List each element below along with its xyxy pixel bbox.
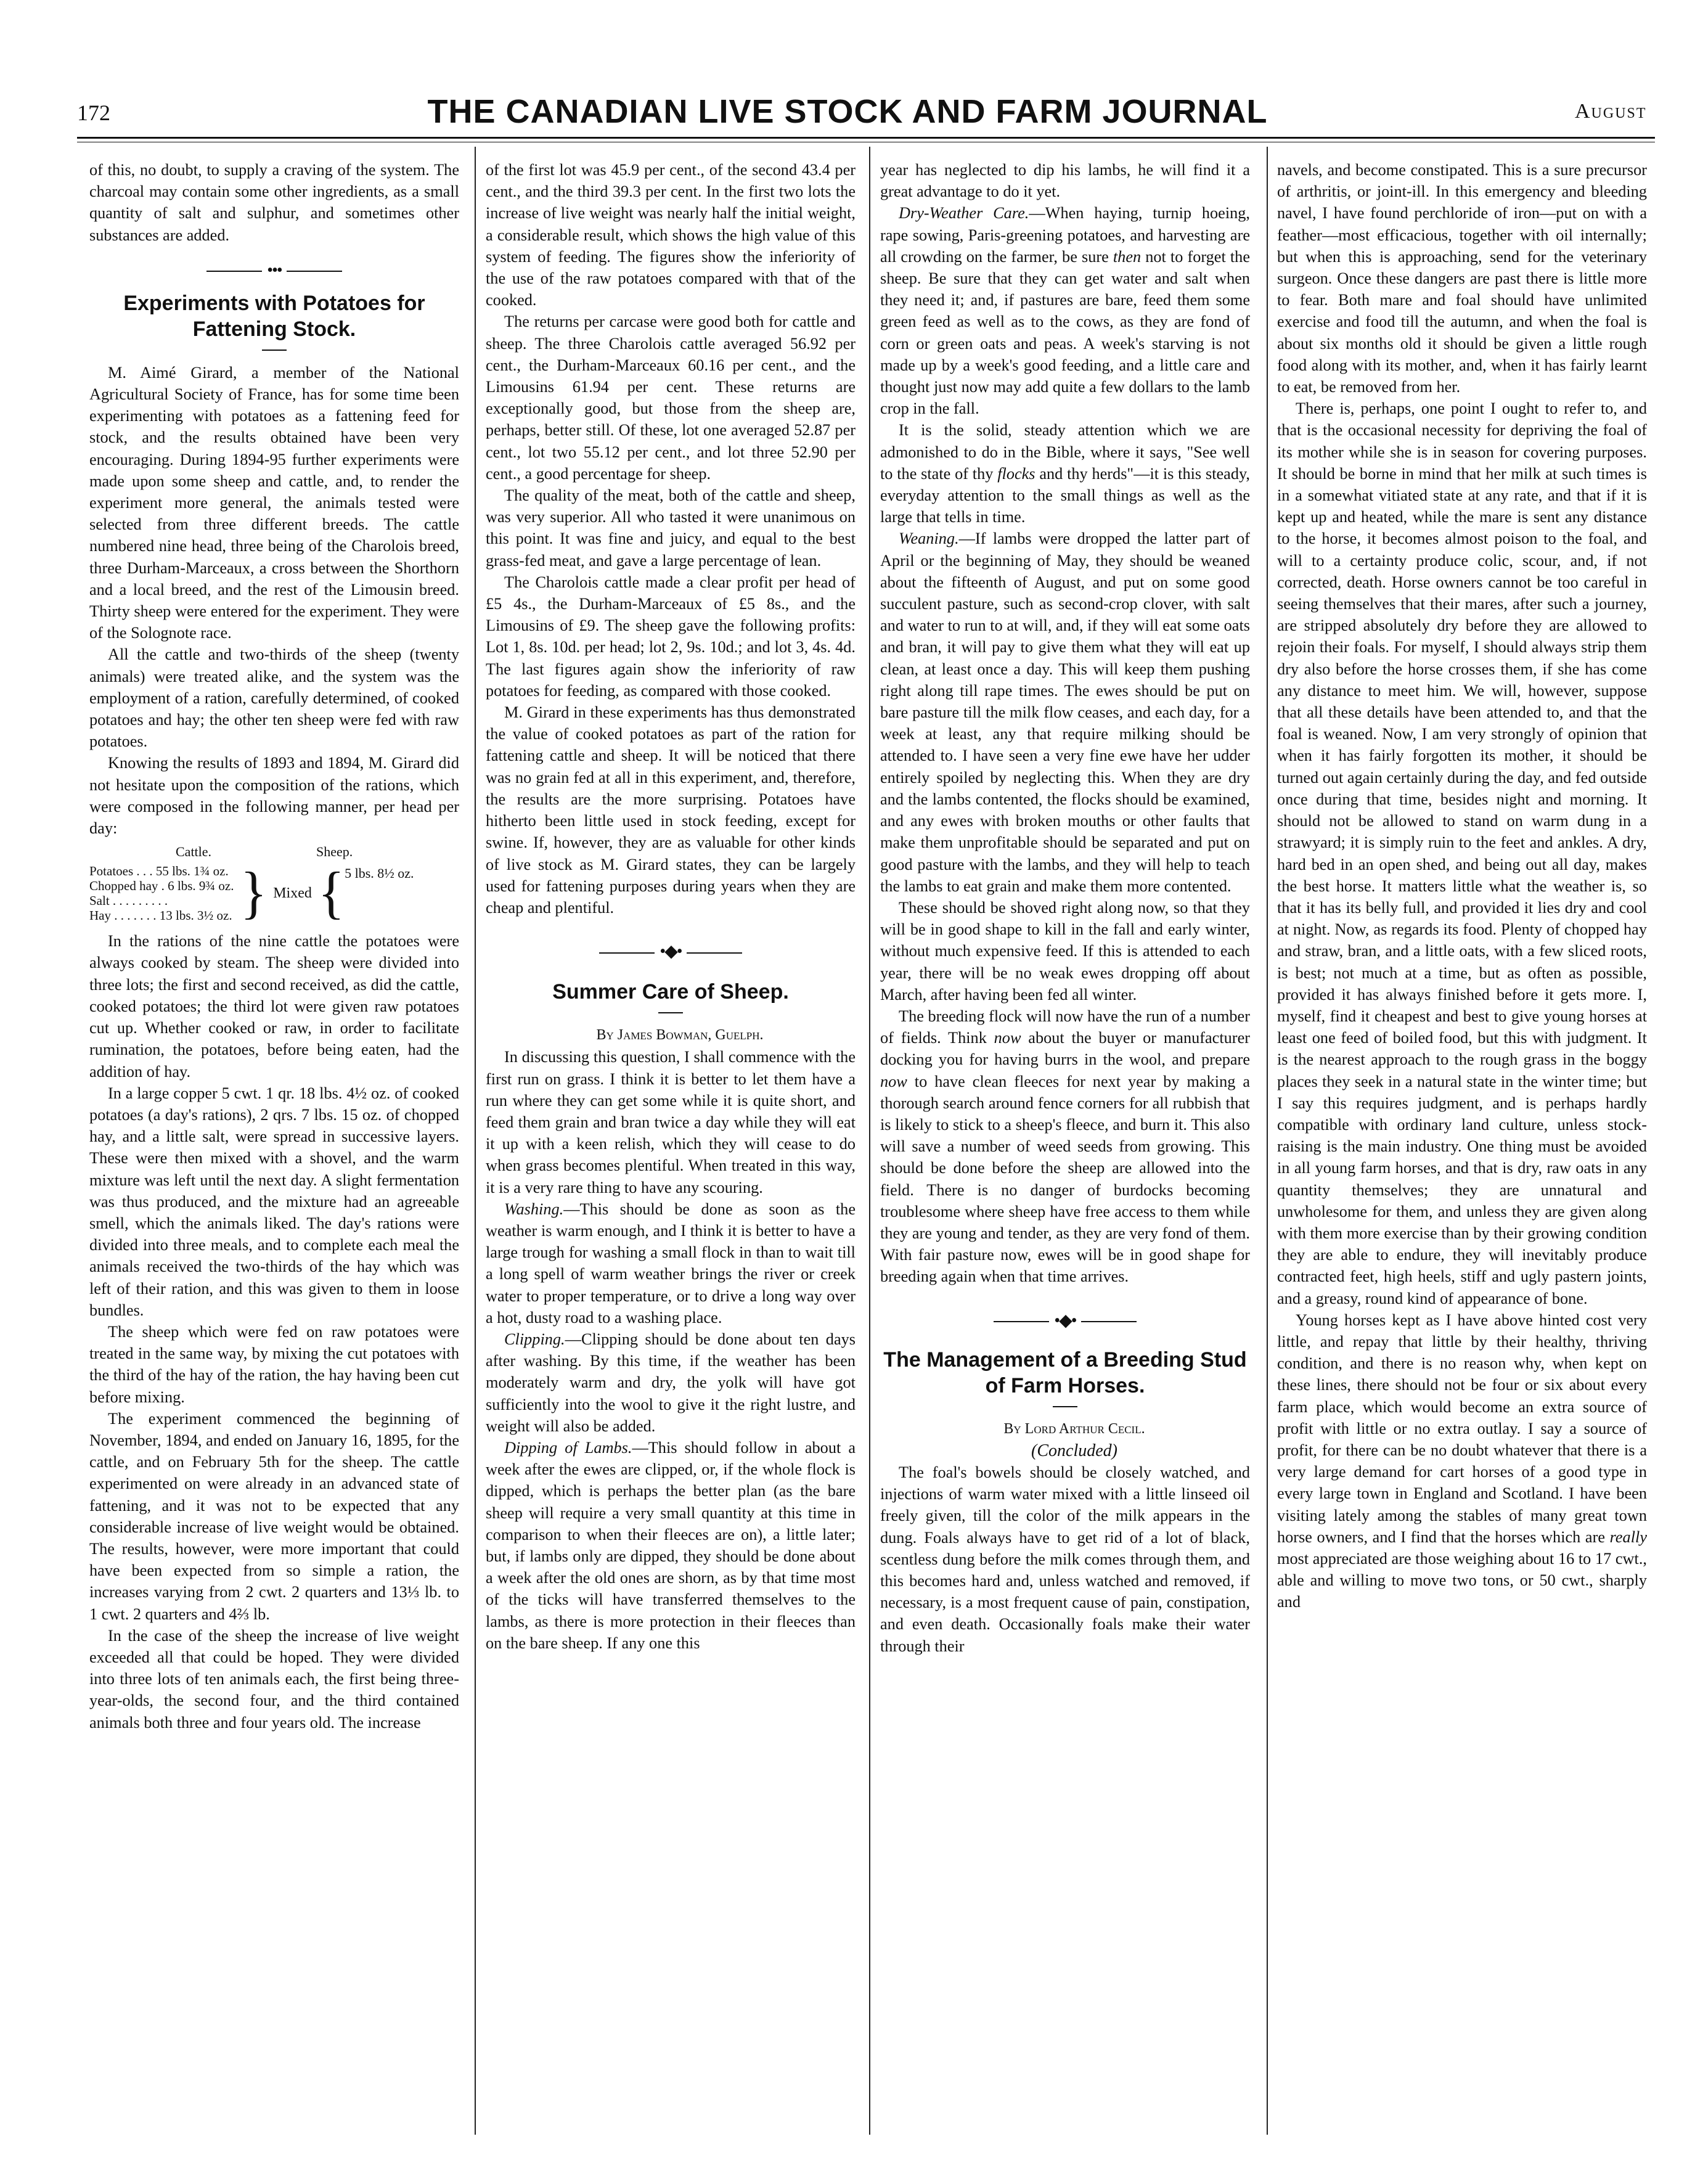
table-row: Hay . . . . . . . 13 lbs. 3½ oz. <box>89 908 232 923</box>
paragraph: navels, and become constipated. This is a sure precursor of arthritis, or joint-ill. In this emergency and bleeding navel, I have found perchloride of iron—put on with a feather—most efficacious, together with oil internally; but when this is approaching, send for the veterinary surgeon. Once these dangers are past there is little more to fear. Both mare and foal should have unlimited exercise and food till the autumn, and when the foal is about six months old it should be given a little rough food along with its mother, and, when it has fairly learnt to eat, be removed from her. <box>1277 161 1647 396</box>
issue-month: August <box>1575 100 1647 123</box>
section-ornament: •◆• <box>486 943 856 960</box>
ration-rows <box>89 861 459 925</box>
subhead-dipping: Dipping of Lambs. <box>504 1438 632 1457</box>
brace-glyph: } <box>240 861 268 925</box>
paragraph: In discussing this question, I shall commence with the first run on grass. I think it is better to let them have a run where they can get some while it is quite short, and feed them grain and bran twice a day while they will eat it up with a keen relish, which they will cease to do when grass becomes plentiful. When treated in this way, it is a very rare thing to have any scouring. <box>486 1048 856 1196</box>
ration-table <box>89 844 459 923</box>
paragraph: M. Aimé Girard, a member of the National Agricultural Society of France, has for some time been experimenting with potatoes as a fattening feed for stock, and the results obtained have been very encouraging. During 1894-95 further experiments were made upon some sheep and cattle, and, to render the experiment more general, the animals tested were selected from three different breeds. The cattle numbered nine head, three being of the Charolois breed, three Durham-Marceaux, a cross between the Shorthorn and a local breed, and the rest of the Limousin breed. Thirty sheep were entered for the experiment. They were of the Solognote race. <box>89 363 459 642</box>
column-4 <box>1277 159 1647 2132</box>
paragraph: The quality of the meat, both of the cattle and sheep, was very superior. All who tasted it were unanimous on this point. It was fine and juicy, and equal to the best grass-fed meat, and gave a large percentage of lean. <box>486 486 856 570</box>
section-ornament: ••• <box>89 262 459 279</box>
title-rule <box>1053 1406 1077 1407</box>
column-3 <box>880 159 1250 2132</box>
journal-title: THE CANADIAN LIVE STOCK AND FARM JOURNAL <box>427 93 1268 130</box>
paragraph: The sheep which were fed on raw potatoes were treated in the same way, by mixing the cut potatoes with the third of the hay of the ration, the hay having been cut before mixing. <box>89 1322 459 1406</box>
brace-glyph: { <box>317 861 345 925</box>
mixed-label: Mixed <box>273 885 312 902</box>
subhead-dry-weather: Dry-Weather Care. <box>899 204 1029 223</box>
paragraph: These should be shoved right along now, so that they will be in good shape to kill in the fall and early winter, without much expensive feed. If this is attended to each year, there will be no weak ewes dropping off about March, after having been fed all winter. <box>880 898 1250 1004</box>
paragraph: The foal's bowels should be closely watched, and injections of warm water mixed with a little linseed oil freely given, till the color of the milk appears in the dung. Foals always have to get rid of a lot of black, scentless dung before the milk comes through them, and this becomes hard and, unless watched and removed, if necessary, is a most frequent cause of pain, constipation, and even death. Occasionally foals make their water through their <box>880 1463 1250 1655</box>
column-divider <box>869 147 870 2135</box>
byline: By James Bowman, Guelph. <box>596 1027 764 1044</box>
paragraph: Dipping of Lambs.—This should follow in about a week after the ewes are clipped, or, if the whole flock is dipped, which is perhaps the better plan (as the bare sheep will require a very small quantity at this time in comparison to when their fleeces are on), a little later; but, if lambs only are dipped, they should be done about a week after the old ones are shorn, as by that time most of the ticks will have transferred themselves to the lambs, as there is more protection in their fleeces than on the bare sheep. If any one this <box>486 1438 856 1652</box>
paragraph: There is, perhaps, one point I ought to refer to, and that is the occasional necessity for depriving the foal of its mother while she is in season for covering purposes. It should be borne in mind that her milk at such times is in a somewhat vitiated state at any rate, and that if it is kept up and heated, while the mare is sent any distance to the horse, it becomes almost poison to the foal, and will to a certainty produce colic, scour, and, if not corrected, death. Horse owners cannot be too careful in seeing themselves that their mares, after such a journey, are stripped absolutely dry before they are allowed to rejoin their foals. For myself, I should always strip them dry also before the horse crosses them, if she has come any distance to meet him. We will, however, suppose that all these details have been attended to, and that the foal is weaned. Now, I am very strongly of opinion that when it has fairly forgotten its mother, it should be turned out again certainly during the day, and fed outside once during that time, besides night and morning. It should not be allowed to stand on warm dung in a strawyard; it is simply ruin to the feet and ankles. A dry, hard bed in an open shed, and being out all day, makes the best horse. It matters little what the weather is, so that it has its belly full, and provided it lies dry and cool at night. Now, as regards its food. Plenty of chopped hay and straw, bran, and a little oats, with a few sliced roots, is best; not much at a time, but as often as possible, provided it has always finished before it gets more. I, myself, find it cheapest and best to give young horses at least one feed of boiled food, but this with judgment. It is the nearest approach to the rough grass in the boggy places they seek in a natural state in the winter time; but I say this requires judgment, and is perhaps hardly compatible with ordinary land culture, unless stock-raising is the main industry. One thing must be avoided in all young farm horses, and that is dry, raw oats in any quantity themselves; they are unnatural and unwholesome for them, and unless they are given along with them more exercise than by their growing condition they are able to endure, they will inevitably produce contracted feet, high heels, stiff and ugly pastern joints, and a greasy, round kind of appearance of bone. <box>1277 399 1647 1307</box>
paragraph: Washing.—This should be done as soon as the weather is warm enough, and I think it is better to have a large trough for washing a small flock in than to wait till a long spell of warm weather brings the river or creek water to proper temperature, or to drive a long way over a hot, dusty road to a washing place. <box>486 1200 856 1327</box>
paragraph: Clipping.—Clipping should be done about ten days after washing. By this time, if the weather has been moderately warm and dry, the yolk will have got sufficiently into the wool to give it the right lustre, and weight will also be added. <box>486 1330 856 1435</box>
subhead-washing: Washing. <box>504 1200 564 1218</box>
title-rule <box>658 1012 683 1013</box>
paragraph: Dry-Weather Care.—When haying, turnip hoeing, rape sowing, Paris-greening potatoes, and harvesting are all crowding on the farmer, be sure then not to forget the sheep. Be sure that they can get water and salt when they need it; and, if pastures are bare, feed them some green feed as well as to the cows, as they are fond of corn or green oats and peas. A week's starving is not made up by a week's good feeding, and a little care and thought just now may add quite a few dollars to the lamb crop in the fall. <box>880 204 1250 418</box>
paragraph: M. Girard in these experiments has thus demonstrated the value of cooked potatoes as part of the ration for fattening cattle and sheep. It will be noticed that there was no grain fed at all in this experiment, and, therefore, the results are the more surprising. Potatoes have hitherto been little used in stock feeding, except for swine. If, however, they are as valuable for other kinds of live stock as M. Girard states, they can be largely used for fattening purposes during years when they are cheap and plentiful. <box>486 703 856 917</box>
paragraph: Knowing the results of 1893 and 1894, M. Girard did not hesitate upon the composition of the rations, which were composed in the following manner, per head per day: <box>89 754 459 838</box>
concluded-note: (Concluded) <box>1031 1441 1117 1460</box>
column-2 <box>486 159 856 2132</box>
paragraph: The returns per carcase were good both for cattle and sheep. The three Charolois cattle averaged 56.92 per cent., the Durham-Marceaux 60.16 per cent., and the Limousins 61.94 per cent. These returns are exceptionally good, but those from the sheep are, perhaps, better still. Of these, lot one averaged 52.87 per cent., lot two 55.12 per cent., and lot three 52.90 per cent., a good percentage for sheep. <box>486 313 856 483</box>
sheep-ration: 5 lbs. 8½ oz. <box>345 865 414 881</box>
table-row: Chopped hay . 6 lbs. 9¾ oz. <box>89 878 234 894</box>
title-rule <box>262 350 287 351</box>
page-number: 172 <box>77 100 110 125</box>
paragraph: In a large copper 5 cwt. 1 qr. 18 lbs. 4½ oz. of cooked potatoes (a day's rations), 2 qrs. 7 lbs. 15 oz. of chopped hay, and a little salt, were spread in successive layers. These were then mixed with a shovel, and the warm mixture was left until the next day. A slight fermentation was thus produced, and the mixture had an agreeable smell, which the animals liked. The day's rations were divided into three meals, and to complete each meal the animals received the two-thirds of the hay which was left of their ration, and this was given to them in loose bundles. <box>89 1084 459 1319</box>
article-title-sheep: Summer Care of Sheep. <box>552 980 789 1004</box>
paragraph: Weaning.—If lambs were dropped the latter part of April or the beginning of May, they should be weaned about the fifteenth of August, and put on some good succulent pasture, such as second-crop clover, with salt and water to run to at will, and, if they will eat some oats and bran, it will pay to give them what they will eat up clean, at least once a day. This will keep them pushing right along till rape times. The ewes should be put on bare pasture till the milk flow ceases, and each day, for a week at least, any that require milking should be attended to. I have seen a very fine ewe have her udder entirely spoiled by neglecting this. When they are dry and the lambs contented, the flocks should be examined, and any ewes with broken mouths or other faults that make them unprofitable should be separated and put on good pasture with the lambs, and they will help to teach the lambs to eat grain and make them more contented. <box>880 530 1250 895</box>
paragraph: All the cattle and two-thirds of the sheep (twenty animals) were treated alike, and the system was the employment of a ration, carefully determined, of cooked potatoes and hay; the other ten sheep were fed with raw potatoes. <box>89 645 459 751</box>
paragraph: of the first lot was 45.9 per cent., of the second 43.4 per cent., and the third 39.3 per cent. In the first two lots the increase of live weight was nearly half the initial weight, a considerable result, which shows the high value of this system of feeding. The figures show the inferiority of the use of the raw potatoes compared with that of the cooked. <box>486 161 856 309</box>
column-divider <box>1267 147 1268 2135</box>
column-divider <box>475 147 476 2135</box>
article-title-horses: The Management of a Breeding Stud of Farm Horses. <box>883 1348 1247 1397</box>
paragraph: The Charolois cattle made a clear profit per head of £5 4s., the Durham-Marceaux of £5 8s., and the Limousins of £9. The sheep gave the following profits: Lot 1, 8s. 10d. per head; lot 2, 9s. 10d.; and lot 3, 4s. 4d. The last figures again show the inferiority of raw potatoes for feeding, as compared with those cooked. <box>486 573 856 700</box>
paragraph: Young horses kept as I have above hinted cost very little, and repay that little by their healthy, thriving condition, and there is no reason why, when kept on these lines, there should not be four or six about every farm place, which would become an extra source of profit with little or no extra outlay. I say a source of profit, for there can be no doubt whatever that there is a very large demand for cart horses of a good type in every large town in England and Scotland. I have been visiting lately among the stables of many great town horse owners, and I find that the horses which are really most appreciated are those weighing about 16 to 17 cwt., able and willing to move two tons, or 50 cwt., sharply and <box>1277 1311 1647 1611</box>
paragraph: The experiment commenced the beginning of November, 1894, and ended on January 16, 1895, for the cattle, and on February 5th for the sheep. The cattle experimented on were already in an advanced state of fattening, and it was not to be expected that any considerable increase of live weight would be obtained. The results, however, were more important that could have been expected from so simple a ration, the increases varying from 2 cwt. 2 quarters and 13⅓ lb. to 1 cwt. 2 quarters and 4⅔ lb. <box>89 1409 459 1623</box>
byline: By Lord Arthur Cecil. <box>1003 1420 1145 1437</box>
table-header-sheep: Sheep. <box>316 844 353 860</box>
paragraph: The breeding flock will now have the run of a number of fields. Think now about the buyer or manufacturer docking you for having burrs in the wool, and prepare now to have clean fleeces for next year by making a thorough search around fence corners for all rubbish that is likely to stick to a sheep's fleece, and burn it. This also will save a number of weed seeds from growing. This should be done before the sheep are allowed into the field. There is no danger of burdocks becoming troublesome where sheep have free access to them while they are young and tender, as they are very fond of them. With fair pasture now, ewes will be in good shape for breeding again when that time arrives. <box>880 1007 1250 1286</box>
column-1 <box>89 159 459 2132</box>
subhead-clipping: Clipping. <box>504 1330 565 1348</box>
table-header-cattle: Cattle. <box>176 844 212 860</box>
header-rule <box>77 137 1655 139</box>
page-header <box>0 0 1695 145</box>
continued-paragraph: of this, no doubt, to supply a craving of the system. The charcoal may contain some other ingredients, as a small quantity of salt and sulphur, and sometimes other substances are added. <box>89 161 459 244</box>
subhead-weaning: Weaning. <box>899 530 959 548</box>
article-title-potatoes: Experiments with Potatoes for Fattening Stock. <box>123 291 425 341</box>
table-row: Salt . . . . . . . . . <box>89 893 168 909</box>
table-row: Potatoes . . . 55 lbs. 1¾ oz. <box>89 864 229 879</box>
paragraph: In the case of the sheep the increase of live weight exceeded all that could be hoped. They were divided into three lots of ten animals each, the first being three-year-olds, the second four, and the third contained animals both three and four years old. The increase <box>89 1626 459 1732</box>
section-ornament: •◆• <box>880 1312 1250 1330</box>
paragraph: year has neglected to dip his lambs, he will find it a great advantage to do it yet. <box>880 161 1250 201</box>
paragraph: It is the solid, steady attention which we are admonished to do in the Bible, where it says, "See well to the state of thy flocks and thy herds"—it is this steady, everyday attention to the small things as well as the large that tells in time. <box>880 421 1250 526</box>
paragraph: In the rations of the nine cattle the potatoes were always cooked by steam. The sheep were divided into three lots; the first and second received, as did the cattle, cooked potatoes; the third lot were given raw potatoes cut up. Whether cooked or raw, in order to facilitate rumination, the potatoes, before being eaten, had the addition of hay. <box>89 932 459 1081</box>
